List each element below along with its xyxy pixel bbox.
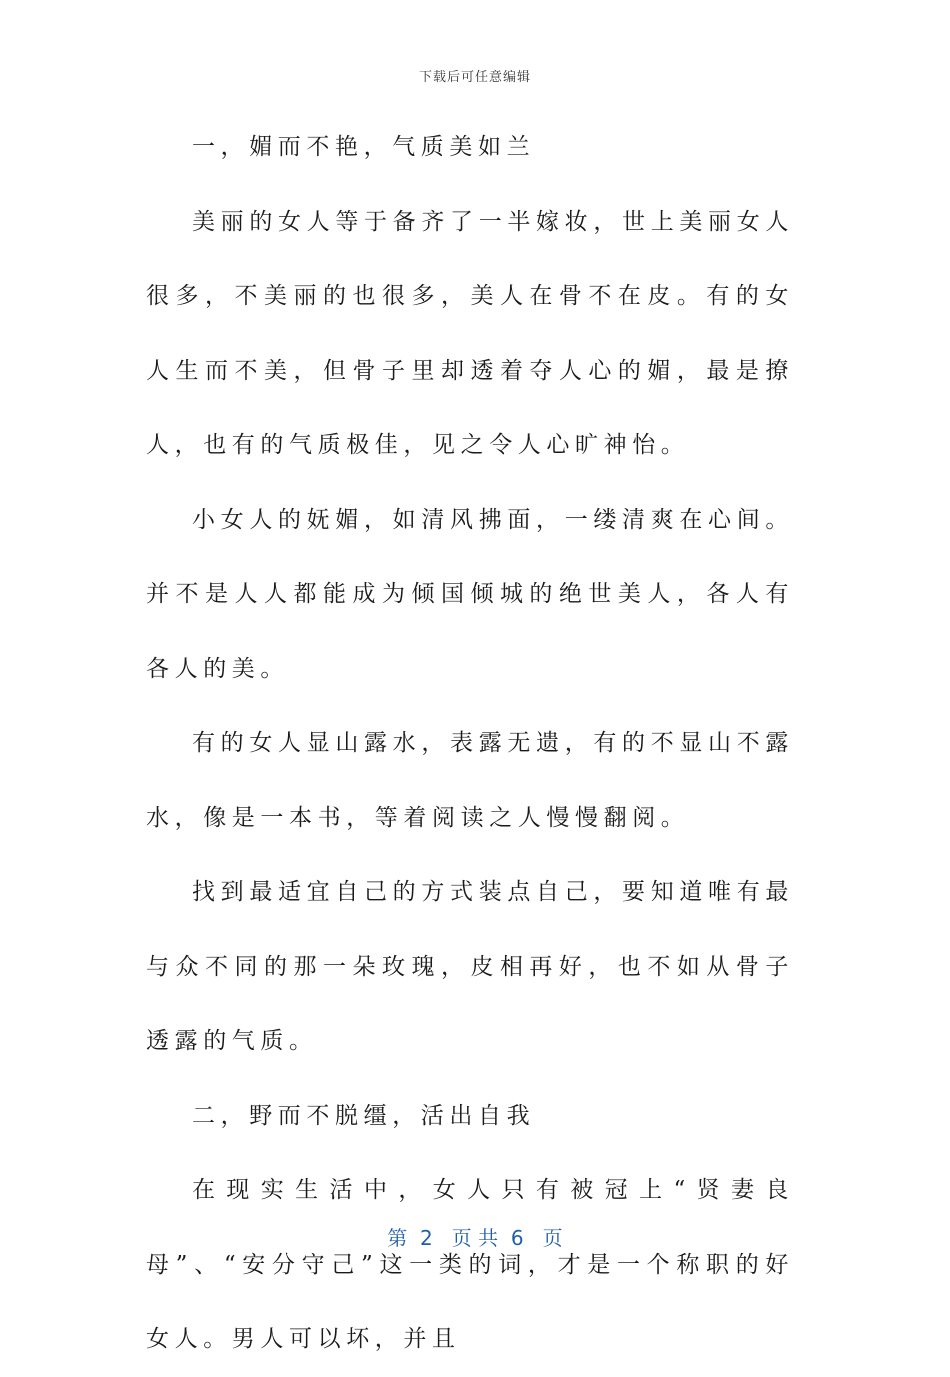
document-body — [146, 110, 794, 1377]
paragraph: 在现实生活中，女人只有被冠上“贤妻良母”、“安分守己”这一类的词，才是一个称职的好女人。男人可以坏，并且 — [146, 1177, 794, 1352]
section-heading-1: 一，媚而不艳，气质美如兰 — [192, 134, 536, 160]
section-heading-2: 二，野而不脱缰，活出自我 — [192, 1102, 536, 1129]
page-header: 下载后可任意编辑 — [418, 70, 531, 85]
page-number-footer: 第 2 页 共 6 页 — [387, 1226, 563, 1250]
paragraph: 美丽的女人等于备齐了一半嫁妆，世上美丽女人很多，不美丽的也很多，美人在骨不在皮。有的女人生而不美，但骨子里却透着夺人心的媚，最是撩人，也有的气质极佳，见之令人心旷神怡。 — [146, 208, 794, 458]
paragraph: 有的女人显山露水，表露无遗，有的不显山不露水，像是一本书，等着阅读之人慢慢翻阅。 — [146, 730, 794, 831]
paragraph: 小女人的妩媚，如清风拂面，一缕清爽在心间。并不是人人都能成为倾国倾城的绝世美人，各人有各人的美。 — [146, 506, 794, 682]
paragraph: 找到最适宜自己的方式装点自己，要知道唯有最与众不同的那一朵玫瑰，皮相再好，也不如从骨子透露的气质。 — [146, 879, 794, 1054]
